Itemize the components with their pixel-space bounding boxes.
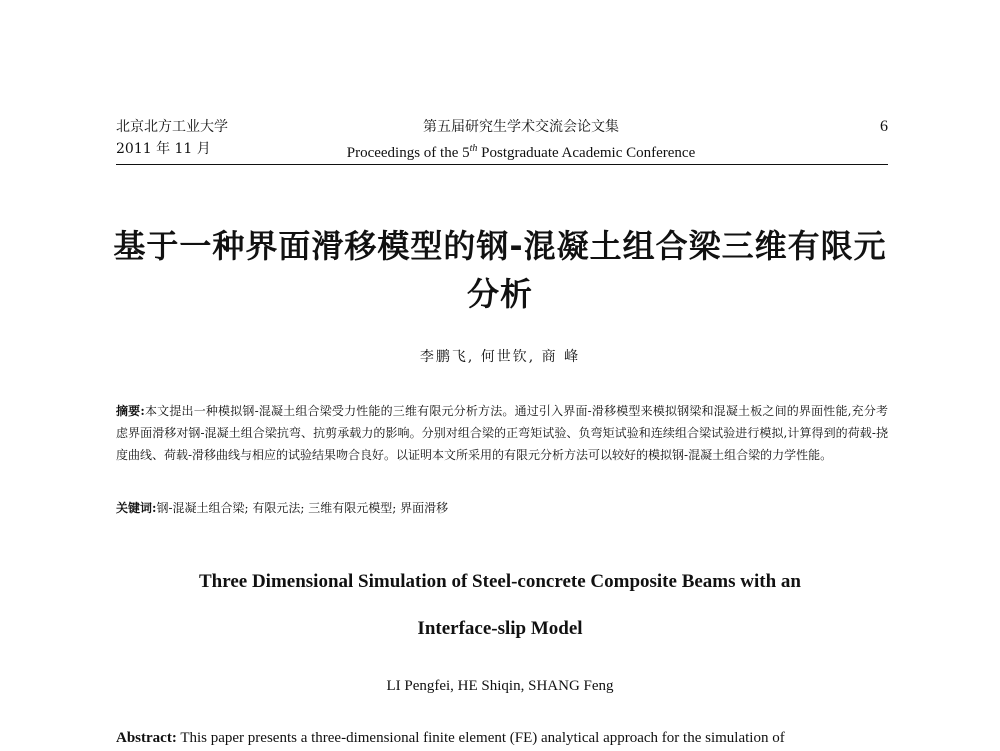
abstract-en-label: Abstract:: [116, 730, 177, 746]
keywords-cn-text: 钢-混凝土组合梁; 有限元法; 三维有限元模型; 界面滑移: [156, 501, 449, 515]
paper-title-en: [100, 558, 900, 652]
keywords-cn-label: 关键词:: [116, 501, 157, 515]
abstract-en: [116, 727, 888, 749]
abstract-cn-label: 摘要:: [116, 404, 145, 418]
proceedings-en-prefix: Proceedings of the 5: [346, 145, 470, 161]
header-proceedings-en: [316, 138, 726, 164]
header-left: [116, 116, 228, 160]
authors-en: LI Pengfei, HE Shiqin, SHANG Feng: [386, 678, 614, 694]
abstract-cn: [116, 400, 888, 466]
header-center: [316, 116, 726, 164]
abstract-en-text: This paper presents a three-dimensional finite element (FE) analytical approach for the simulation of: [180, 730, 785, 746]
proceedings-en-suffix: Postgraduate Academic Conference: [477, 145, 696, 161]
header-proceedings-cn: 第五届研究生学术交流会论文集: [423, 119, 619, 135]
paper-title-cn: 基于一种界面滑移模型的钢-混凝土组合梁三维有限元分析: [113, 227, 887, 313]
paper-title-en-line1: Three Dimensional Simulation of Steel-concrete Composite Beams with an: [199, 571, 801, 592]
header-date: 2011 年 11 月: [116, 141, 211, 157]
paper-title-en-line2: Interface-slip Model: [417, 618, 583, 639]
abstract-cn-text: 本文提出一种模拟钢-混凝土组合梁受力性能的三维有限元分析方法。通过引入界面-滑移模型来模拟钢梁和混凝土板之间的界面性能,充分考虑界面滑移对钢-混凝土组合梁抗弯、抗剪承载力的影响。分别对组合梁的正弯矩试验、负弯矩试验和连续组合梁试验进行模拟,计算得到的荷载-挠度曲线、荷载-滑移曲线与相应的试验结果吻合良好。以证明本文所采用的有限元分析方法可以较好的模拟钢-混凝土组合梁的力学性能。: [116, 404, 888, 462]
header-institution: 北京北方工业大学: [116, 119, 228, 135]
page-header: [116, 116, 888, 165]
header-page-number: 6: [880, 118, 888, 135]
proceedings-en-sup: th: [469, 143, 478, 154]
keywords-cn: [116, 498, 888, 518]
authors-cn: 李鹏飞, 何世钦, 商 峰: [419, 349, 581, 365]
